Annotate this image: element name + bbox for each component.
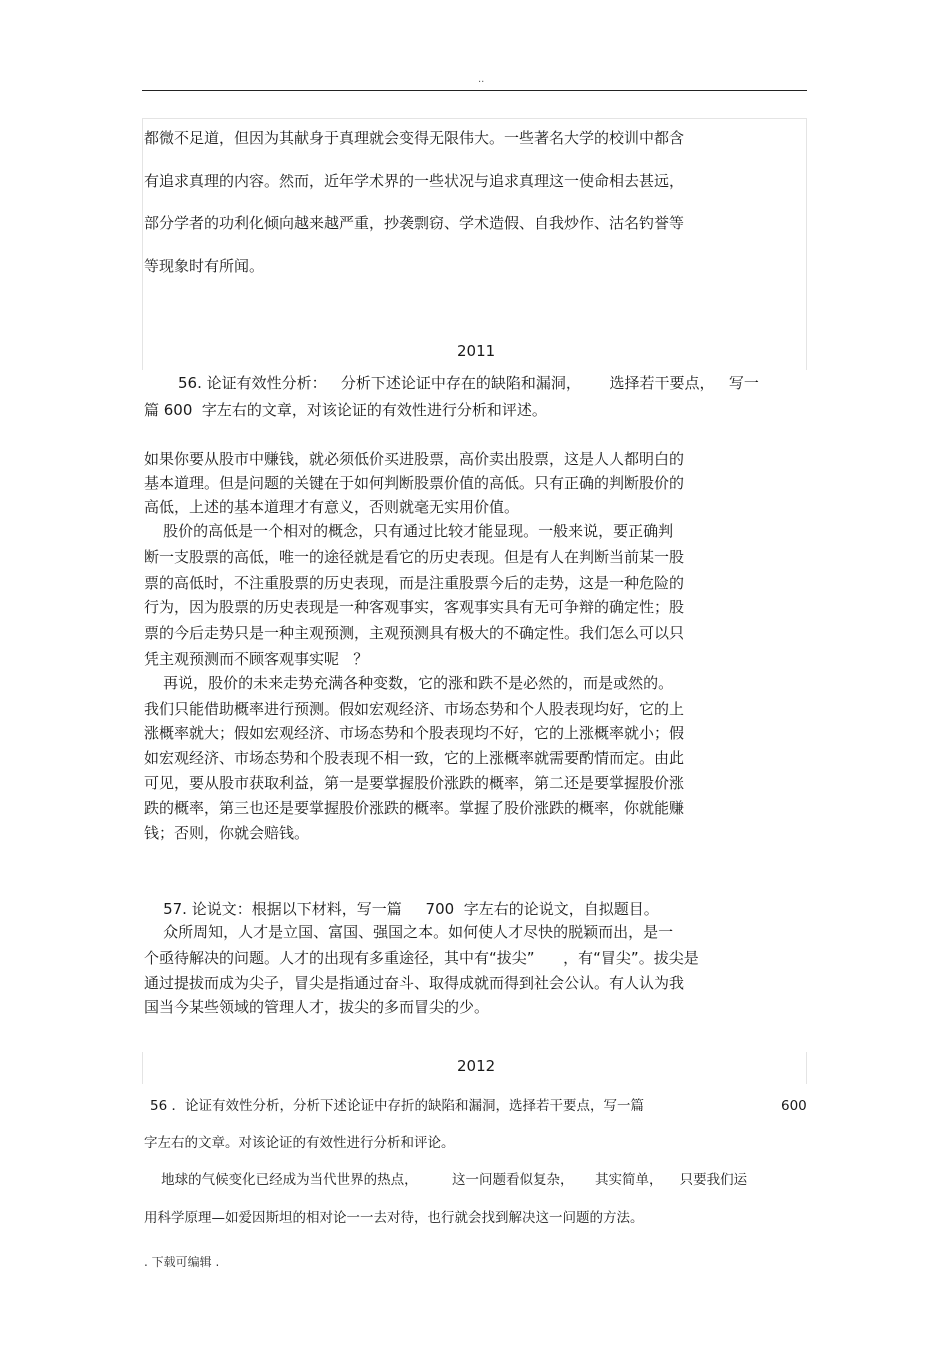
passage-2011-line: 涨概率就大；假如宏观经济、市场态势和个股表现均不好，它的上涨概率就小；假 xyxy=(144,724,685,742)
footer-note: . 下载可编辑 . xyxy=(144,1255,220,1269)
q57-line: 57. 论说文：根据以下材料，写一篇 700 字左右的论说文，自拟题目。 xyxy=(144,900,659,918)
header-mark: .. xyxy=(478,74,485,85)
passage-2011-line: 凭主观预测而不顾客观事实呢 ？ xyxy=(144,650,369,668)
passage-2012-line: 用科学原理—如爱因斯坦的相对论一一去对待，也行就会找到解决这一问题的方法。 xyxy=(144,1210,644,1226)
passage-2011-line: 如宏观经济、市场态势和个股表现不相一致，它的上涨概率就需要酌情而定。由此 xyxy=(144,749,685,767)
year-box-left-border xyxy=(142,1052,143,1084)
passage-2011-line: 如果你要从股市中赚钱，就必须低价买进股票，高价卖出股票，这是人人都明白的 xyxy=(144,450,685,468)
q56-2011-prompt-line-1: 56. 论证有效性分析： 分析下述论证中存在的缺陷和漏洞， 选择若干要点， 写一 xyxy=(178,374,759,392)
q56-2012-prompt-line-1: 56 ．论证有效性分析，分析下述论证中存折的缺陷和漏洞，选择若干要点，写一篇 xyxy=(150,1098,644,1114)
intro-line-2: 有追求真理的内容。然而，近年学术界的一些状况与追求真理这一使命相去甚远， xyxy=(144,172,685,190)
passage-2011-line: 再说，股价的未来走势充满各种变数，它的涨和跌不是必然的，而是或然的。 xyxy=(144,674,674,692)
text-box-top-border xyxy=(142,118,807,119)
q57-line: 个亟待解决的问题。人才的出现有多重途径，其中有“拔尖” ，有“冒尖”。拔尖是 xyxy=(144,949,699,967)
text-box-left-border xyxy=(142,118,143,370)
q56-2012-prompt-line-2: 字左右的文章。对该论证的有效性进行分析和评论。 xyxy=(144,1135,455,1151)
passage-2011-line: 跌的概率，第三也还是要掌握股价涨跌的概率。掌握了股价涨跌的概率，你就能赚 xyxy=(144,799,685,817)
passage-2011-line: 行为，因为股票的历史表现是一种客观事实，客观事实具有无可争辩的确定性；股 xyxy=(144,598,685,616)
passage-2011-line: 股价的高低是一个相对的概念，只有通过比较才能显现。一般来说，要正确判 xyxy=(144,522,674,540)
passage-2011-line: 基本道理。但是问题的关键在于如何判断股票价值的高低。只有正确的判断股价的 xyxy=(144,474,685,492)
q57-line: 国当今某些领域的管理人才，拔尖的多而冒尖的少。 xyxy=(144,998,490,1016)
year-heading-2011: 2011 xyxy=(457,342,496,360)
year-box-right-border xyxy=(806,1052,807,1084)
header-rule xyxy=(142,90,807,91)
passage-2011-line: 票的高低时，不注重股票的历史表现，而是注重股票今后的走势，这是一种危险的 xyxy=(144,574,685,592)
intro-line-1: 都微不足道，但因为其献身于真理就会变得无限伟大。一些著名大学的校训中都含 xyxy=(144,129,685,147)
passage-2011-line: 我们只能借助概率进行预测。假如宏观经济、市场态势和个人股表现均好，它的上 xyxy=(144,700,685,718)
q57-line: 通过提拔而成为尖子，冒尖是指通过奋斗、取得成就而得到社会公认。有人认为我 xyxy=(144,974,685,992)
passage-2011-line: 票的今后走势只是一种主观预测，主观预测具有极大的不确定性。我们怎么可以只 xyxy=(144,624,685,642)
passage-2011-line: 可见，要从股市获取利益，第一是要掌握股价涨跌的概率，第二还是要掌握股价涨 xyxy=(144,774,685,792)
q57-line: 众所周知，人才是立国、富国、强国之本。如何使人才尽快的脱颖而出，是一 xyxy=(144,923,674,941)
passage-2011-line: 高低，上述的基本道理才有意义，否则就毫无实用价值。 xyxy=(144,498,520,516)
year-heading-2012: 2012 xyxy=(457,1057,496,1075)
q56-2011-prompt-line-2: 篇 600 字左右的文章，对该论证的有效性进行分析和评述。 xyxy=(144,401,547,419)
passage-2011-line: 断一支股票的高低，唯一的途径就是看它的历史表现。但是有人在判断当前某一股 xyxy=(144,548,685,566)
intro-line-4: 等现象时有所闻。 xyxy=(144,257,265,275)
passage-2012-line: 地球的气候变化已经成为当代世界的热点， 这一问题看似复杂， 其实简单， 只要我们运 xyxy=(144,1172,748,1188)
intro-line-3: 部分学者的功利化倾向越来越严重，抄袭剽窃、学术造假、自我炒作、沽名钓誉等 xyxy=(144,214,685,232)
passage-2011-line: 钱；否则，你就会赔钱。 xyxy=(144,824,310,842)
q56-2012-prompt-word-count: 600 xyxy=(781,1098,807,1114)
text-box-right-border xyxy=(806,118,807,370)
